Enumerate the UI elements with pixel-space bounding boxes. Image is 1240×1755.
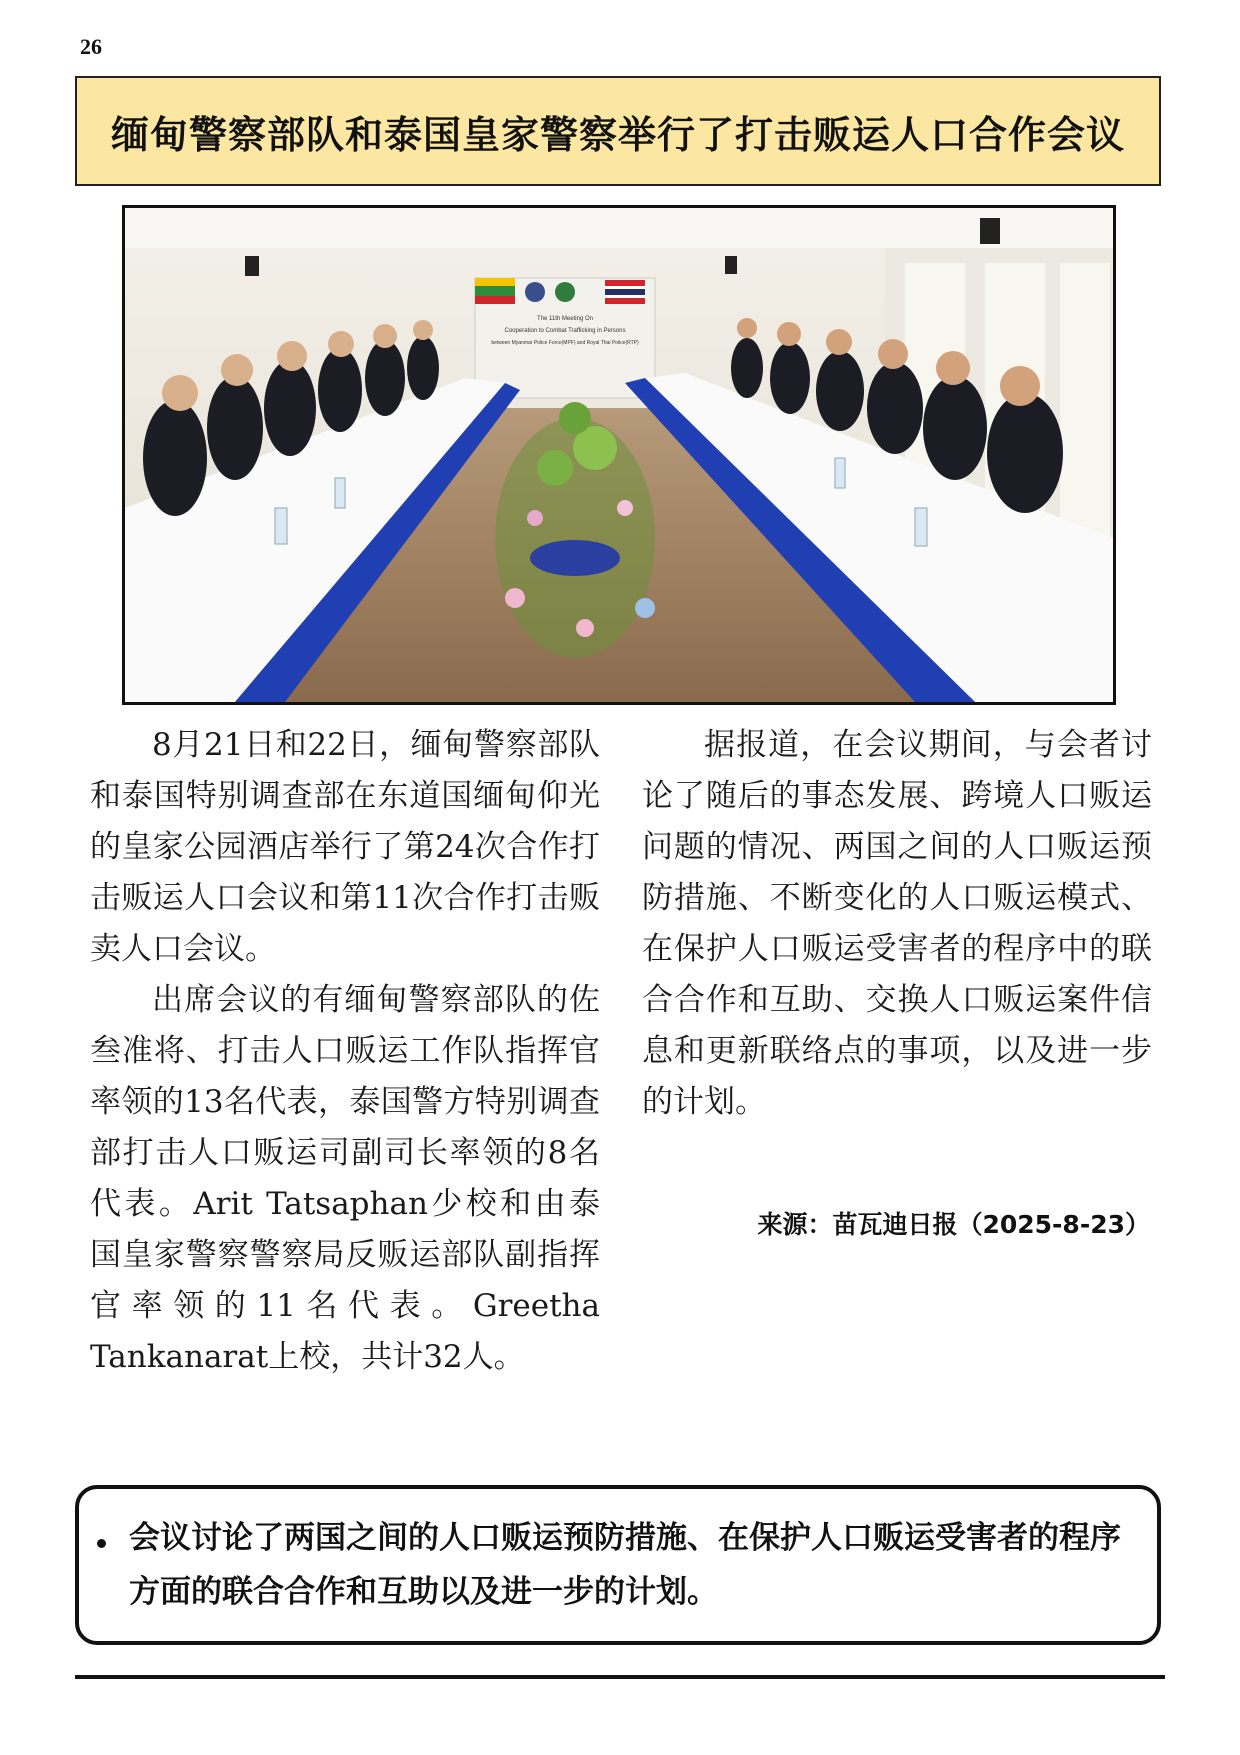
summary-bullet: 会议讨论了两国之间的人口贩运预防措施、在保护人口贩运受害者的程序方面的联合合作和互助以及进一步的计划。 — [129, 1520, 1121, 1610]
meeting-photo — [122, 205, 1116, 705]
article-title: 缅甸警察部队和泰国皇家警察举行了打击贩运人口合作会议 — [110, 112, 1125, 157]
page-number: 26 — [80, 34, 102, 59]
article-column-left — [90, 720, 600, 1383]
summary-box — [75, 1485, 1161, 1645]
paragraph: 出席会议的有缅甸警察部队的佐叁准将、打击人口贩运工作队指挥官率领的13名代表，泰国警方特别调查部打击人口贩运司副司长率领的8名代表。Arit Tatsaphan少校和由泰国皇家警察警察局反贩运部队副指挥官率领的11名代表。Greetha Tankanarat上校，共计32人。 — [90, 982, 600, 1375]
banner-line-2: Cooperation to Combat Trafficking in Persons — [504, 328, 626, 334]
source-citation: 来源：苗瓦迪日报（2025-8-23） — [757, 1210, 1150, 1239]
banner-line-1: The 11th Meeting On — [537, 316, 593, 322]
banner-line-3: between Myanmar Police Force(MPF) and Royal Thai Police(RTP) — [491, 340, 639, 346]
paragraph: 据报道，在会议期间，与会者讨论了随后的事态发展、跨境人口贩运问题的情况、两国之间的人口贩运预防措施、不断变化的人口贩运模式、在保护人口贩运受害者的程序中的联合合作和互助、交换人口贩运案件信息和更新联络点的事项，以及进一步的计划。 — [642, 727, 1152, 1120]
title-banner — [75, 76, 1161, 186]
article-column-right — [642, 720, 1152, 1128]
bullet-icon — [97, 1539, 106, 1548]
paragraph: 8月21日和22日，缅甸警察部队和泰国特别调查部在东道国缅甸仰光的皇家公园酒店举行了第24次合作打击贩运人口会议和第11次合作打击贩卖人口会议。 — [90, 727, 600, 967]
footer-divider — [75, 1675, 1165, 1679]
